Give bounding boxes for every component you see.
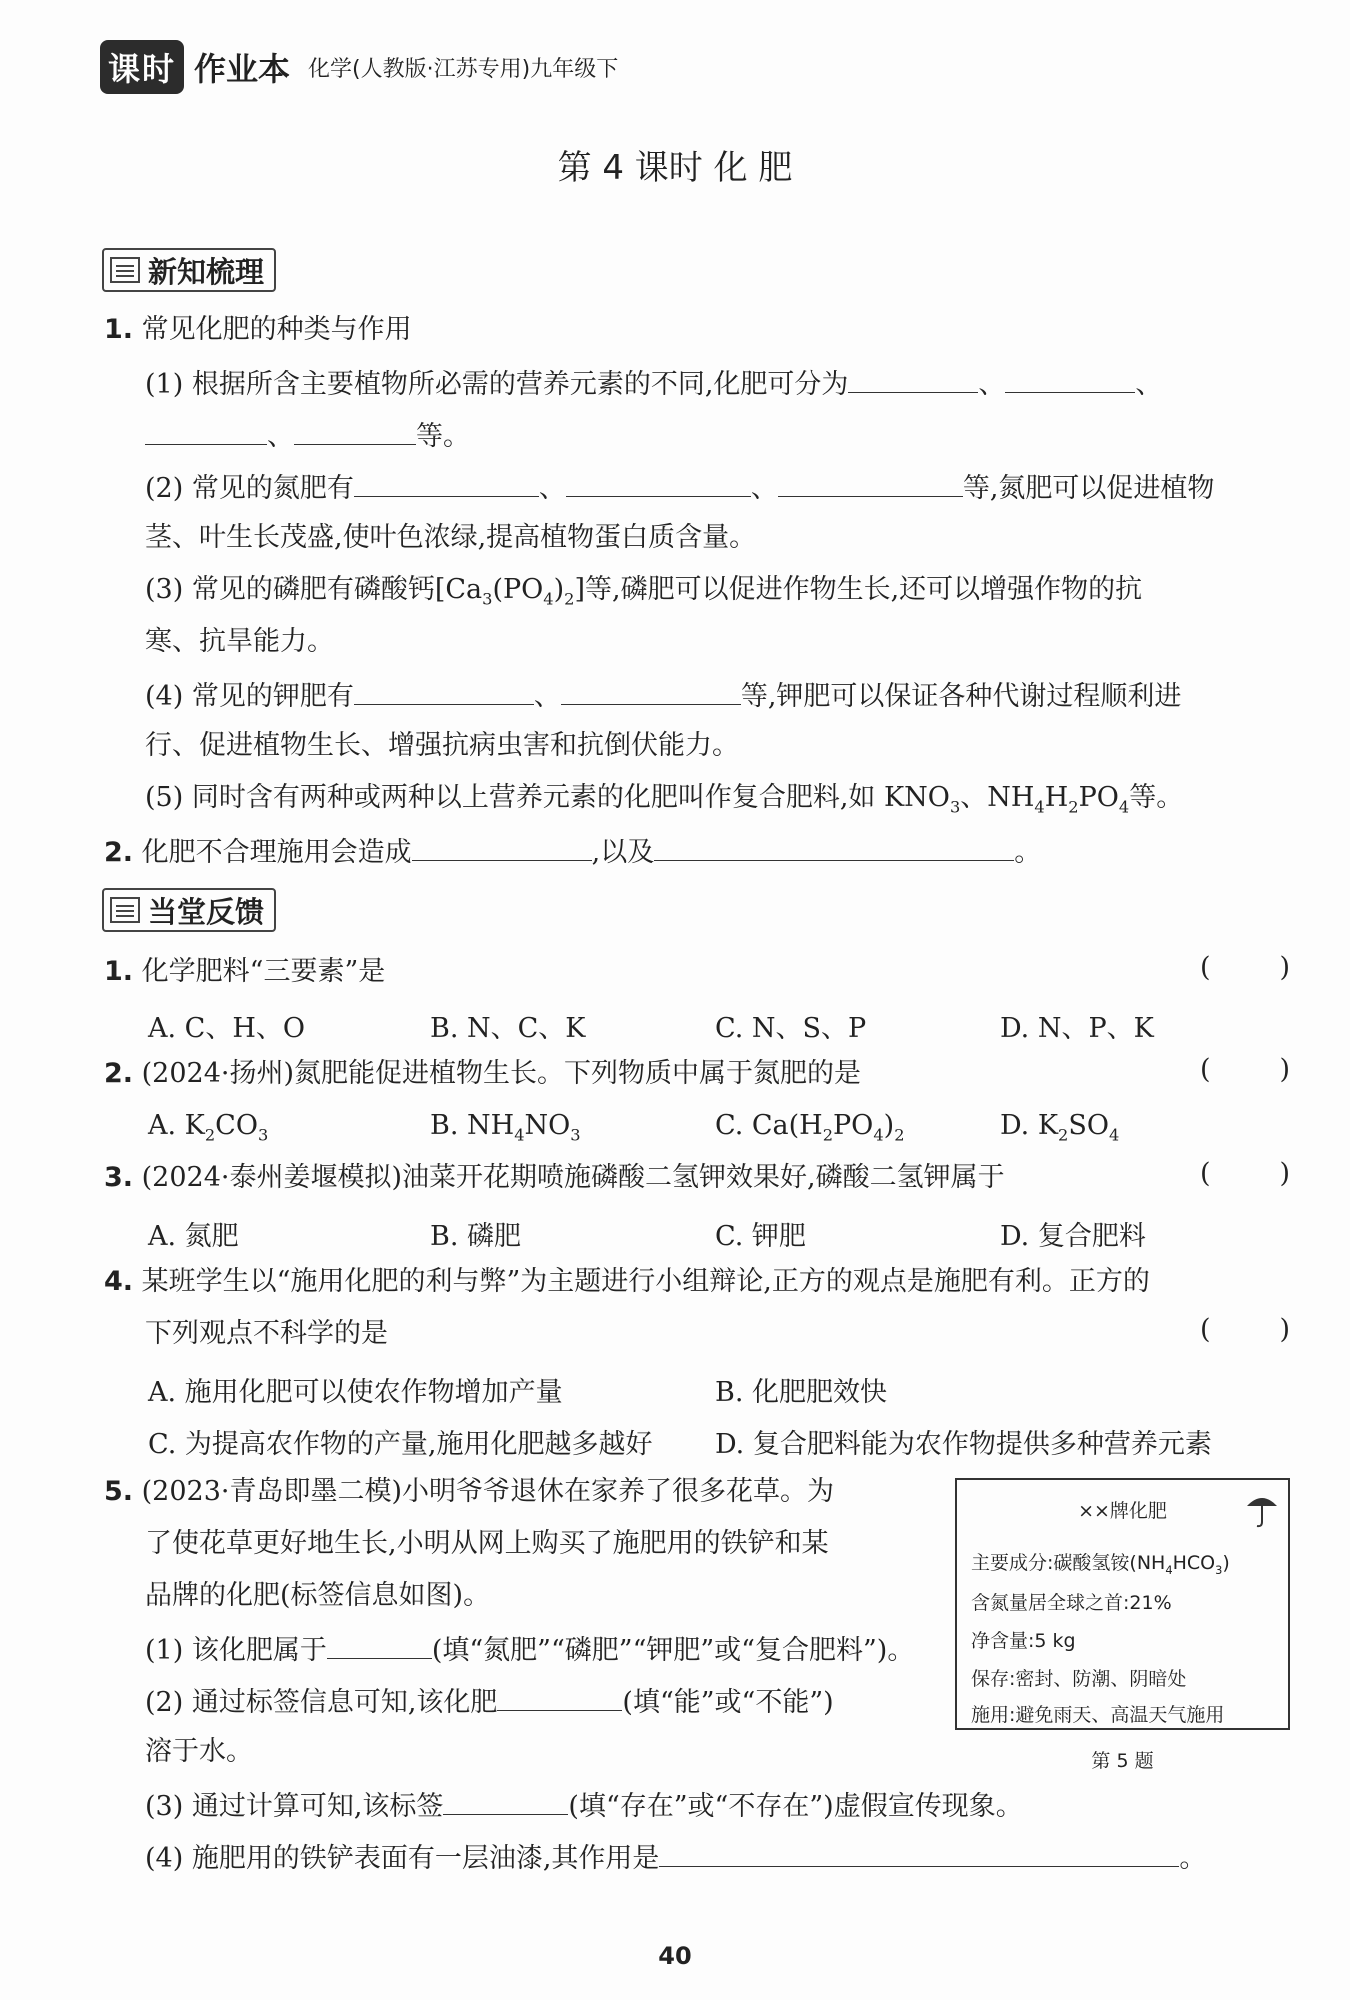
feedback-question-3 <box>104 1158 1005 1198</box>
option-text: NO <box>524 1110 571 1141</box>
question-text: 。 <box>1014 837 1042 868</box>
answer-blank[interactable] <box>1005 362 1135 393</box>
answer-blank[interactable] <box>412 830 592 861</box>
feedback-question-2 <box>104 1054 861 1094</box>
item-text: (1) 该化肥属于 <box>145 1635 327 1666</box>
option-text: SO <box>1068 1110 1109 1141</box>
answer-blank[interactable] <box>443 1784 568 1815</box>
question-text: 化学肥料“三要素”是 <box>141 956 386 987</box>
answer-parentheses[interactable] <box>1200 1314 1290 1345</box>
option-a[interactable]: A. 氮肥 <box>148 1221 239 1252</box>
answer-blank[interactable] <box>778 466 963 497</box>
paren-left: ( <box>1200 1158 1211 1189</box>
subscript: 4 <box>1034 797 1045 817</box>
question-text: (2024·扬州)氮肥能促进植物生长。下列物质中属于氮肥的是 <box>141 1058 862 1089</box>
question-5-line-2: 了使花草更好地生长,小明从网上购买了施肥用的铁铲和某 <box>145 1528 829 1559</box>
question-5-part-2 <box>145 1680 834 1723</box>
section-header-knowledge <box>102 248 276 292</box>
question-text: 常见化肥的种类与作用 <box>141 314 412 345</box>
item-text: (1) 根据所含主要植物所必需的营养元素的不同,化肥可分为 <box>145 369 849 400</box>
item-text: (填“氮肥”“磷肥”“钾肥”或“复合肥料”)。 <box>431 1635 915 1666</box>
question-5-line-3: 品牌的化肥(标签信息如图)。 <box>145 1580 491 1611</box>
item-text: 等,钾肥可以保证各种代谢过程顺利进 <box>740 681 1182 712</box>
item-text: H <box>1044 782 1069 813</box>
question-5-part-1 <box>145 1628 914 1671</box>
question-number: 1. <box>104 956 134 987</box>
option-a[interactable]: A. C、H、O <box>148 1013 306 1044</box>
item-text: (5) 同时含有两种或两种以上营养元素的化肥叫作复合肥料,如 KNO <box>145 782 950 813</box>
book-icon <box>110 257 140 283</box>
paren-left: ( <box>1200 1314 1211 1345</box>
subscript: 4 <box>873 1125 884 1145</box>
answer-blank[interactable] <box>497 1680 622 1711</box>
subscript: 2 <box>1068 797 1079 817</box>
brand-logo: 课时 <box>100 40 184 94</box>
answer-blank[interactable] <box>145 414 267 445</box>
question-number: 4. <box>104 1266 134 1297</box>
book-subtitle: 化学(人教版·江苏专用)九年级下 <box>308 56 619 82</box>
separator: 、 <box>750 473 778 504</box>
item-text: (PO <box>492 574 544 605</box>
subscript: 2 <box>204 1125 216 1145</box>
paren-left: ( <box>1200 952 1211 983</box>
answer-blank[interactable] <box>659 1836 1179 1867</box>
item-text: ]等,磷肥可以促进作物生长,还可以增强作物的抗 <box>574 574 1143 605</box>
question-number: 1. <box>104 314 134 345</box>
answer-blank[interactable] <box>566 466 751 497</box>
label-title: ××牌化肥 <box>1078 1500 1167 1522</box>
item-1-2 <box>145 466 1214 509</box>
item-1-3 <box>145 570 1142 619</box>
item-text: (4) 施肥用的铁铲表面有一层油漆,其作用是 <box>145 1843 660 1874</box>
item-1-1 <box>145 362 1162 405</box>
item-text: (4) 常见的钾肥有 <box>145 681 354 712</box>
question-number: 5. <box>104 1476 134 1507</box>
question-text: (2024·泰州姜堰模拟)油菜开花期喷施磷酸二氢钾效果好,磷酸二氢钾属于 <box>141 1162 1005 1193</box>
separator: 、 <box>533 681 561 712</box>
item-text: PO <box>1078 782 1119 813</box>
option-d[interactable]: D. 复合肥料 <box>1000 1221 1146 1252</box>
item-1-3-cont: 寒、抗旱能力。 <box>145 626 334 657</box>
answer-blank[interactable] <box>354 674 534 705</box>
question-number: 2. <box>104 837 134 868</box>
feedback-question-5 <box>104 1472 834 1512</box>
label-text: 主要成分:碳酸氢铵(NH <box>971 1552 1166 1574</box>
item-1-2-cont: 茎、叶生长茂盛,使叶色浓绿,提高植物蛋白质含量。 <box>145 522 757 553</box>
option-c[interactable] <box>715 1110 905 1144</box>
answer-blank[interactable] <box>848 362 978 393</box>
subscript: 2 <box>564 589 575 609</box>
label-net-weight: 净含量:5 kg <box>971 1630 1076 1652</box>
header <box>100 42 618 92</box>
item-text: (2) 常见的氮肥有 <box>145 473 354 504</box>
separator: 、 <box>538 473 566 504</box>
item-text: 等,氮肥可以促进植物 <box>962 473 1215 504</box>
item-text: (2) 通过标签信息可知,该化肥 <box>145 1687 498 1718</box>
question-1-heading <box>104 310 412 350</box>
subscript: 3 <box>570 1125 581 1145</box>
item-text: (3) 通过计算可知,该标签 <box>145 1791 444 1822</box>
item-text: 。 <box>1179 1843 1207 1874</box>
separator: 、 <box>1135 369 1163 400</box>
section-label: 新知梳理 <box>148 254 265 289</box>
item-text: 、NH <box>960 782 1035 813</box>
answer-blank[interactable] <box>354 466 539 497</box>
question-text: ,以及 <box>591 837 655 868</box>
option-d[interactable]: D. N、P、K <box>1000 1013 1154 1044</box>
paren-left: ( <box>1200 1054 1211 1085</box>
section-header-feedback <box>102 888 276 932</box>
item-text: 等。 <box>416 421 470 452</box>
paren-right: ) <box>1279 952 1290 983</box>
feedback-question-1 <box>104 952 385 992</box>
subscript: 4 <box>1108 1125 1120 1145</box>
item-text: (填“能”或“不能”) <box>622 1687 834 1718</box>
label-text: ) <box>1222 1552 1230 1574</box>
item-1-1-cont <box>145 414 470 457</box>
item-1-5 <box>145 778 1183 827</box>
item-text: (填“存在”或“不存在”)虚假宣传现象。 <box>568 1791 1023 1822</box>
label-usage: 施用:避免雨天、高温天气施用 <box>971 1704 1225 1726</box>
separator: 、 <box>267 421 294 452</box>
item-text: 等。 <box>1129 782 1184 813</box>
section-label: 当堂反馈 <box>148 894 265 929</box>
option-d[interactable]: D. 复合肥料能为农作物提供多种营养元素 <box>715 1429 1212 1460</box>
subscript: 4 <box>543 589 554 609</box>
option-text: D. K <box>1000 1110 1059 1141</box>
feedback-question-4 <box>104 1262 1150 1302</box>
pencil-icon <box>110 897 140 923</box>
subscript: 4 <box>1118 797 1130 817</box>
question-text: (2023·青岛即墨二模)小明爷爷退休在家养了很多花草。为 <box>141 1476 835 1507</box>
item-text: (3) 常见的磷肥有磷酸钙[Ca <box>145 574 483 605</box>
paren-right: ) <box>1279 1158 1290 1189</box>
question-number: 2. <box>104 1058 134 1089</box>
umbrella-icon <box>1245 1490 1279 1530</box>
subscript: 2 <box>894 1125 905 1145</box>
fertilizer-label <box>955 1478 1290 1730</box>
option-text: A. K <box>148 1110 205 1141</box>
option-b[interactable]: B. 化肥肥效快 <box>715 1377 888 1408</box>
question-number: 3. <box>104 1162 134 1193</box>
question-text: 化肥不合理施用会造成 <box>141 837 412 868</box>
figure-caption: 第 5 题 <box>1091 1750 1154 1772</box>
subscript: 3 <box>949 797 961 817</box>
option-c[interactable]: C. 钾肥 <box>715 1221 806 1252</box>
answer-parentheses[interactable] <box>1200 952 1290 983</box>
separator: 、 <box>978 369 1006 400</box>
answer-blank[interactable] <box>654 830 1014 861</box>
subscript: 3 <box>257 1125 269 1145</box>
subscript: 3 <box>482 589 493 609</box>
option-a[interactable]: A. 施用化肥可以使农作物增加产量 <box>148 1377 563 1408</box>
option-c[interactable]: C. N、S、P <box>715 1013 867 1044</box>
question-5-part-2-cont: 溶于水。 <box>145 1736 253 1767</box>
item-1-4 <box>145 674 1181 717</box>
answer-blank[interactable] <box>327 1628 432 1659</box>
paren-right: ) <box>1279 1054 1290 1085</box>
answer-blank[interactable] <box>294 414 416 445</box>
answer-parentheses[interactable] <box>1200 1158 1290 1189</box>
label-text: HCO <box>1172 1552 1216 1574</box>
label-nitrogen-content: 含氮量居全球之首:21% <box>971 1592 1172 1614</box>
option-text: PO <box>833 1110 874 1141</box>
option-b[interactable]: B. N、C、K <box>430 1013 586 1044</box>
option-a[interactable] <box>148 1110 268 1144</box>
option-text: ) <box>883 1110 895 1141</box>
subscript: 2 <box>822 1125 834 1145</box>
option-text: CO <box>215 1110 258 1141</box>
answer-blank[interactable] <box>561 674 741 705</box>
question-5-part-4 <box>145 1836 1206 1879</box>
question-text: 某班学生以“施用化肥的利与弊”为主题进行小组辩论,正方的观点是施肥有利。正方的 <box>141 1266 1150 1297</box>
page-number: 40 <box>658 1942 692 1970</box>
subscript: 3 <box>1215 1562 1223 1577</box>
page-title: 第 4 课时 化 肥 <box>557 148 793 188</box>
option-text: C. Ca(H <box>715 1110 823 1141</box>
question-5-part-3 <box>145 1784 1023 1827</box>
option-d[interactable] <box>1000 1110 1119 1144</box>
feedback-question-4-cont: 下列观点不科学的是 <box>145 1318 388 1349</box>
paren-right: ) <box>1279 1314 1290 1345</box>
option-b[interactable] <box>430 1110 581 1144</box>
option-b[interactable]: B. 磷肥 <box>430 1221 522 1252</box>
item-1-4-cont: 行、促进植物生长、增强抗病虫害和抗倒伏能力。 <box>145 730 739 761</box>
subscript: 2 <box>1058 1125 1069 1145</box>
label-ingredient <box>971 1548 1230 1577</box>
option-c[interactable]: C. 为提高农作物的产量,施用化肥越多越好 <box>148 1429 653 1460</box>
answer-parentheses[interactable] <box>1200 1054 1290 1085</box>
label-storage: 保存:密封、防潮、阴暗处 <box>971 1668 1187 1690</box>
option-text: B. NH <box>430 1110 515 1141</box>
subscript: 4 <box>1165 1562 1173 1577</box>
item-text: ) <box>553 574 565 605</box>
question-2 <box>104 830 1041 873</box>
brand-name: 作业本 <box>194 50 291 88</box>
subscript: 4 <box>514 1125 525 1145</box>
